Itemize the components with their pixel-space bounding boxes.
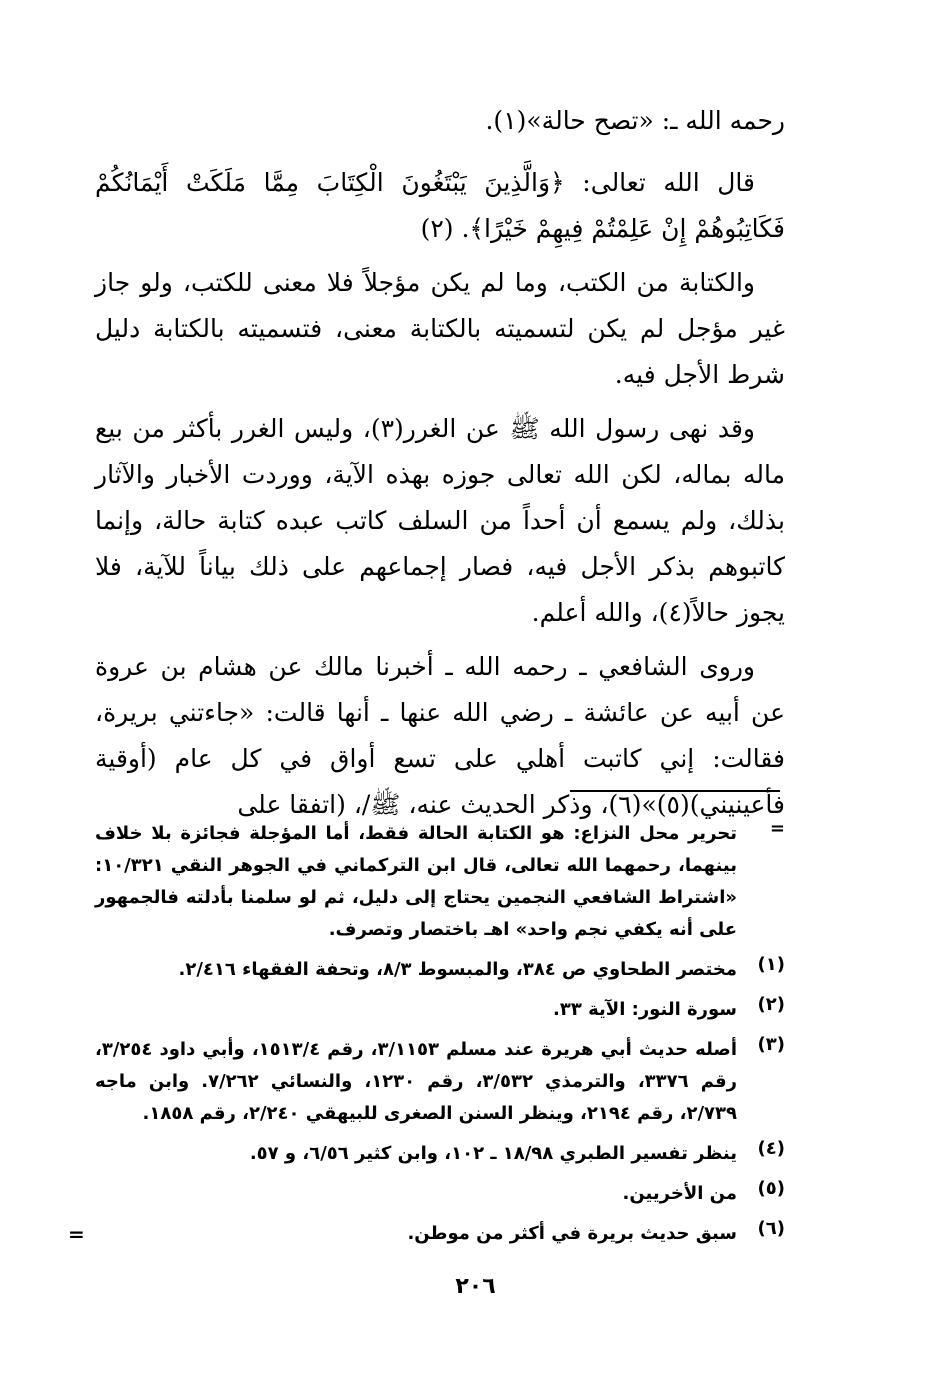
- footnote-number: =: [769, 818, 785, 839]
- continuation-mark: =: [68, 1222, 85, 1246]
- footnote-item: [95, 1034, 785, 1130]
- main-text: [95, 98, 785, 836]
- footnote-item: [95, 818, 785, 946]
- footnote-item: [95, 1178, 785, 1210]
- footnote-text: تحرير محل النزاع: هو الكتابة الحالة فقط، أما المؤجلة فجائزة بلا خلاف بينهما، رحمهما الله تعالى، قال ابن التركماني في الجوهر النقي ١٠/٣٢١: «اشتراط الشافعي النجمين يحتاج إلى دليل، ثم لو سلمنا بأدلته فالجمهور على أنه يكفي نجم واحد» اهـ باختصار وتصرف.: [95, 823, 737, 940]
- footnote-text: مختصر الطحاوي ص ٣٨٤، والمبسوط ٨/٣، وتحفة الفقهاء ٢/٤١٦.: [178, 959, 737, 980]
- footnote-separator: [570, 790, 780, 792]
- footnote-number: (١): [757, 954, 785, 975]
- footnote-item: [95, 954, 785, 986]
- footnote-number: (٥): [757, 1178, 785, 1199]
- paragraph-hadith: وروى الشافعي ـ رحمه الله ـ أخبرنا مالك عن هشام بن عروة عن أبيه عن عائشة ـ رضي الله عنها ـ أنها قالت: «جاءتني بريرة، فقالت: إني كاتبت أهلي على تسع أواق في كل عام (أوقية فأعينيني)(٥)»(٦)، وذكر الحديث عنه، ﷺ/، (اتفقا على: [95, 652, 785, 819]
- footnote-number: (٦): [757, 1218, 785, 1239]
- footnote-item: [95, 1218, 785, 1250]
- page-number: ٢٠٦: [455, 1274, 496, 1299]
- footnote-text: سورة النور: الآية ٣٣.: [553, 999, 737, 1020]
- footnote-item: [95, 994, 785, 1026]
- footnote-text: سبق حديث بريرة في أكثر من موطن.: [407, 1223, 737, 1244]
- paragraph-kitabah: والكتابة من الكتب، وما لم يكن مؤجلاً فلا معنى للكتب، ولو جاز غير مؤجل لم يكن لتسميته بالكتابة معنى، فتسميته بالكتابة دليل شرط الأجل فيه.: [95, 268, 785, 389]
- paragraph-gharar: وقد نهى رسول الله ﷺ عن الغرر(٣)، وليس الغرر بأكثر من بيع ماله بماله، لكن الله تعالى جوزه بهذه الآية، ووردت الأخبار والآثار بذلك، ولم يسمع أن أحداً من السلف كاتب عبده كتابة حالة، وإنما كاتبوهم بذكر الأجل فيه، فصار إجماعهم على ذلك بياناً للآية، فلا يجوز حالاً(٤)، والله أعلم.: [95, 414, 785, 627]
- footnote-text: ينظر تفسير الطبري ١٨/٩٨ ـ ١٠٢، وابن كثير ٦/٥٦، و ٥٧.: [249, 1143, 737, 1164]
- paragraph-quran-verse: قال الله تعالى: ﴿وَالَّذِينَ يَبْتَغُونَ الْكِتَابَ مِمَّا مَلَكَتْ أَيْمَانُكُمْ فَكَاتِبُوهُمْ إِنْ عَلِمْتُمْ فِيهِمْ خَيْرًا﴾. (٢): [95, 168, 785, 243]
- footnote-text: من الأخريين.: [622, 1183, 737, 1204]
- footnote-item: [95, 1138, 785, 1170]
- footnote-text: أصله حديث أبي هريرة عند مسلم ٣/١١٥٣، رقم ١٥١٣/٤، وأبي داود ٣/٢٥٤، رقم ٣٣٧٦، والترمذي ٣/٥٣٢، رقم ١٢٣٠، والنسائي ٧/٢٦٢. وابن ماجه ٢/٧٣٩، رقم ٢١٩٤، وينظر السنن الصغرى للبيهقي ٢/٢٤٠، رقم ١٨٥٨.: [95, 1039, 737, 1124]
- footnote-number: (٢): [757, 994, 785, 1015]
- footnotes: [95, 818, 785, 1258]
- footnote-number: (٤): [757, 1138, 785, 1159]
- paragraph-continuation: رحمه الله ـ: «تصح حالة»(١).: [485, 106, 785, 135]
- footnote-number: (٣): [757, 1034, 785, 1055]
